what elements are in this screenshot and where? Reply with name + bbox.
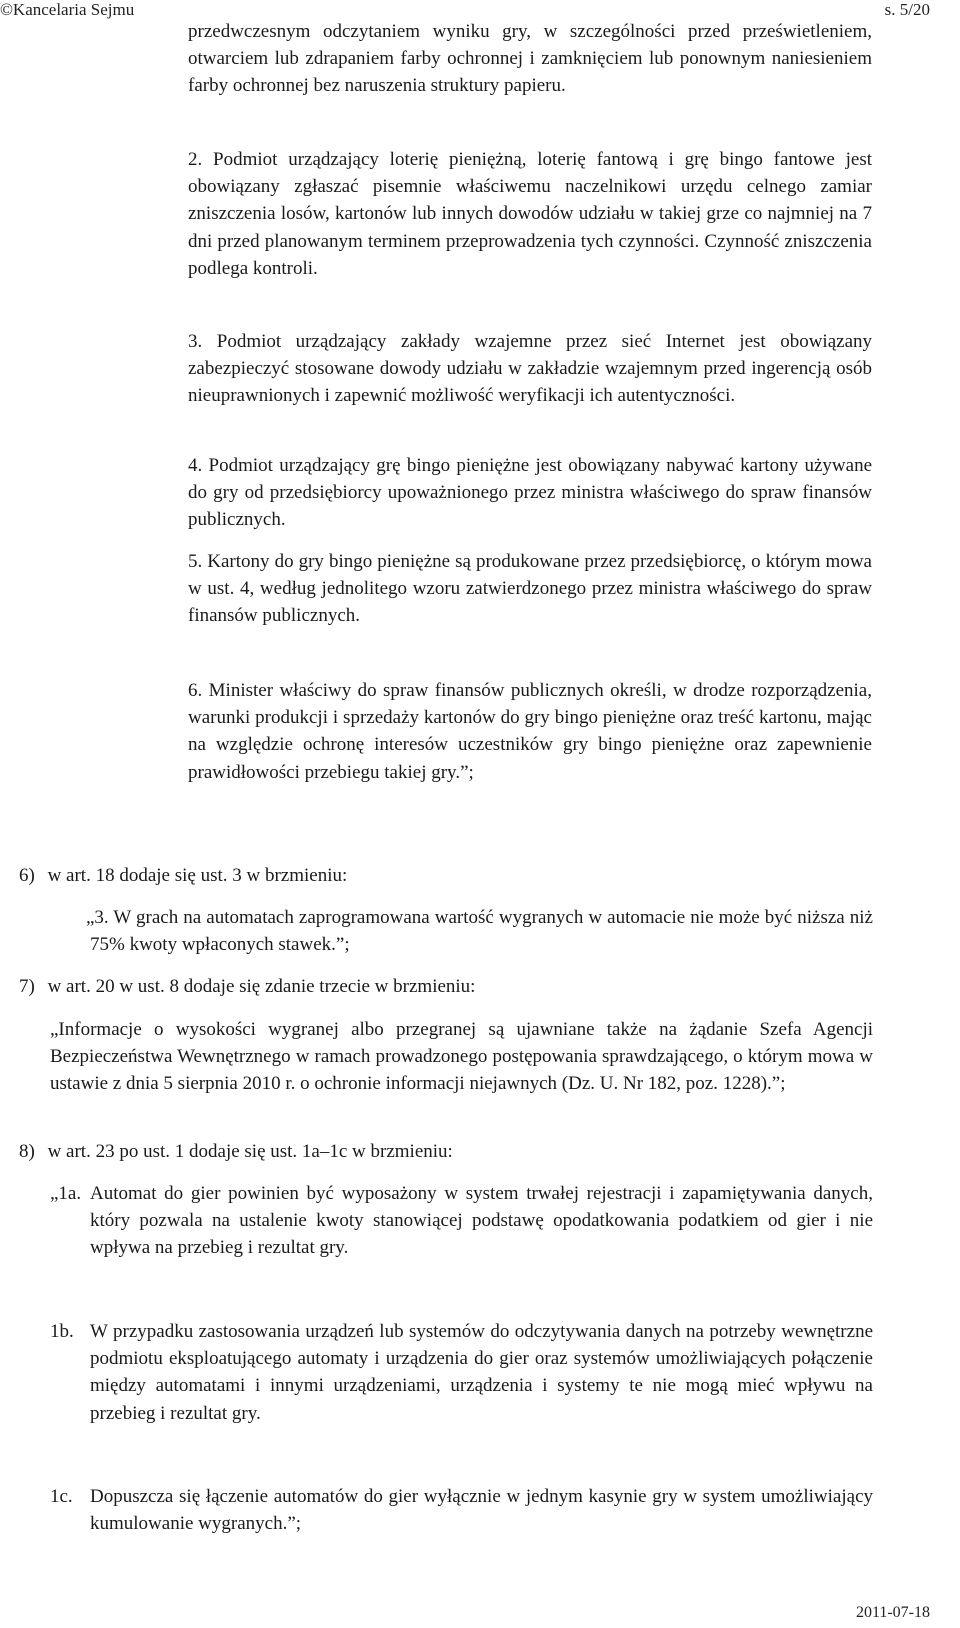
paragraph-ust-4: 4. Podmiot urządzający grę bingo pieniężne jest obowiązany nabywać kartony używane do gry od przedsiębiorcy upoważnionego przez ministra właściwego do spraw finansów publicznych. bbox=[188, 455, 872, 531]
sub-item-1a-text: Automat do gier powinien być wyposażony w system trwałej rejestracji i zapamiętywania danych, który pozwala na ustalenie kwoty stanowiącej podstawę opodatkowania podatkiem od gier i nie wpływa na przebieg i rezultat gry. bbox=[90, 1183, 873, 1259]
header-page-number: s. 5/20 bbox=[884, 0, 930, 19]
paragraph-ust-2: 2. Podmiot urządzający loterię pieniężną, loterię fantową i grę bingo fantowe jest obowiązany zgłaszać pisemnie właściwemu naczelnikowi urzędu celnego zamiar zniszczenia losów, kartonów lub innych dowodów udziału w takiej grze co najmniej na 7 dni przed planowanym terminem przeprowadzenia tych czynności. Czynność zniszczenia podlega kontroli. bbox=[188, 149, 872, 279]
point-7-quote: „Informacje o wysokości wygranej albo przegranej są ujawniane także na żądanie Szefa Agencji Bezpieczeństwa Wewnętrznego w ramach prowadzonego postępowania sprawdzającego, o którym mowa w ustawie z dnia 5 sierpnia 2010 r. o ochronie informacji niejawnych (Dz. U. Nr 182, poz. 1228).”; bbox=[50, 1019, 873, 1095]
point-6-number: 6) bbox=[19, 865, 35, 886]
paragraph-ust-6: 6. Minister właściwy do spraw finansów publicznych określi, w drodze rozporządzenia, warunki produkcji i sprzedaży kartonów do gry bingo pieniężne oraz treść kartonu, mając na względzie ochronę interesów uczestników gry bingo pieniężne oraz zapewnienie prawidłowości przebiegu takiej gry.”; bbox=[188, 680, 872, 783]
sub-item-1c bbox=[50, 1483, 873, 1537]
paragraph-continuation: przedwczesnym odczytaniem wyniku gry, w szczególności przed prześwietleniem, otwarciem lub zdrapaniem farby ochronnej i zamknięciem lub ponownym naniesieniem farby ochronnej bez naruszenia struktury papieru. bbox=[188, 21, 872, 97]
footer-date: 2011-07-18 bbox=[855, 1604, 930, 1621]
point-6-quote: „3. W grach na automatach zaprogramowana wartość wygranych w automacie nie może być niższa niż 75% kwoty wpłaconych stawek.”; bbox=[86, 907, 873, 956]
point-6-text: w art. 18 dodaje się ust. 3 w brzmieniu: bbox=[47, 865, 348, 886]
sub-item-1a-label: „1a. bbox=[50, 1183, 82, 1204]
sub-item-1c-text: Dopuszcza się łączenie automatów do gier wyłącznie w jednym kasynie gry w system umożliwiający kumulowanie wygranych.”; bbox=[90, 1486, 873, 1535]
sub-item-1b bbox=[50, 1318, 873, 1427]
point-8-number: 8) bbox=[19, 1141, 35, 1162]
point-8-text: w art. 23 po ust. 1 dodaje się ust. 1a–1c w brzmieniu: bbox=[47, 1141, 453, 1162]
sub-item-1b-label: 1b. bbox=[50, 1321, 74, 1342]
point-6 bbox=[19, 862, 347, 889]
point-7 bbox=[19, 973, 475, 1000]
point-7-number: 7) bbox=[19, 976, 35, 997]
header-source: ©Kancelaria Sejmu bbox=[0, 0, 135, 19]
sub-item-1b-text: W przypadku zastosowania urządzeń lub systemów do odczytywania danych na potrzeby wewnętrzne podmiotu eksploatującego automaty i urządzenia do gier oraz systemów umożliwiających połączenie między automatami i innymi urządzeniami, urządzenia i systemy te nie mogą mieć wpływu na przebieg i rezultat gry. bbox=[90, 1321, 873, 1424]
paragraph-ust-3: 3. Podmiot urządzający zakłady wzajemne przez sieć Internet jest obowiązany zabezpieczyć stosowane dowody udziału w zakładzie wzajemnym przed ingerencją osób nieuprawnionych i zapewnić możliwość weryfikacji ich autentyczności. bbox=[188, 331, 872, 407]
paragraph-ust-5: 5. Kartony do gry bingo pieniężne są produkowane przez przedsiębiorcę, o którym mowa w ust. 4, według jednolitego wzoru zatwierdzonego przez ministra właściwego do spraw finansów publicznych. bbox=[188, 551, 872, 627]
point-8 bbox=[19, 1138, 453, 1165]
sub-item-1c-label: 1c. bbox=[50, 1486, 73, 1507]
sub-item-1a bbox=[50, 1180, 873, 1262]
point-7-text: w art. 20 w ust. 8 dodaje się zdanie trzecie w brzmieniu: bbox=[47, 976, 476, 997]
